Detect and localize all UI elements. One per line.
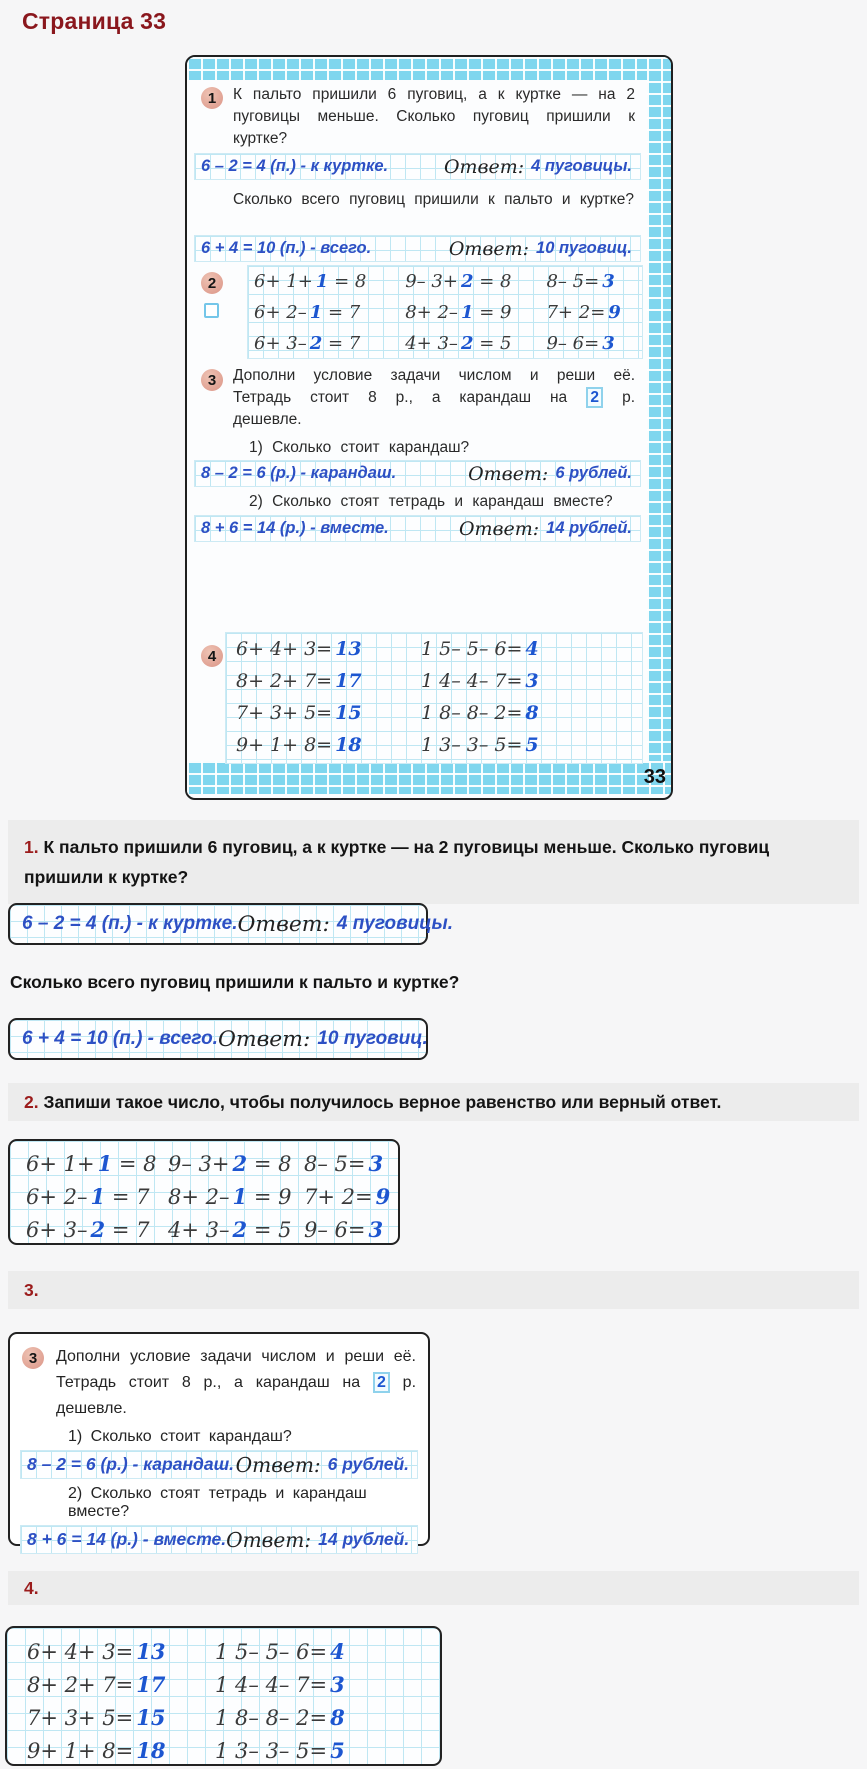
scan-page-number: 33: [643, 766, 666, 788]
task3-solution2-answer: 14 рублей.: [546, 519, 632, 537]
task3-box-inserted-number: 2: [373, 1372, 390, 1393]
task3-solution1-answer-label: Ответ:: [468, 462, 549, 485]
task2-box-row-3: 6+ 3– 2 = 7 4+ 3– 2 = 5 9– 6= 3: [26, 1217, 384, 1242]
section4-heading: [8, 1571, 859, 1605]
section3-number: 3.: [24, 1280, 39, 1300]
task4-box-row-2: 8+ 2+ 7= 17 1 4– 4– 7= 3: [27, 1672, 345, 1697]
task1-solution1-answer: 4 пуговицы.: [531, 157, 632, 175]
task4-equations-grid: [225, 632, 643, 764]
task4-row-2: 8+ 2+ 7= 17 1 4– 4– 7= 3: [236, 670, 539, 692]
task1-number-badge: 1: [201, 87, 223, 109]
answer-box-1: [8, 903, 453, 945]
task1-solution2-expression: 6 + 4 = 10 (п.) - всего.: [201, 239, 372, 257]
answer2-expression: 6 + 4 = 10 (п.) - всего.: [22, 1028, 218, 1049]
answer1-label: Ответ:: [237, 911, 330, 937]
task1-question2: Сколько всего пуговиц пришили к пальто и куртке?: [233, 191, 634, 208]
section2-number: 2.: [24, 1092, 39, 1112]
answer1-value: 4 пуговицы.: [336, 913, 453, 934]
task3-question1: 1) Сколько стоит карандаш?: [249, 439, 470, 456]
section4-number: 4.: [24, 1578, 39, 1598]
section2-heading: [8, 1083, 859, 1121]
task3-solution-line-2: [194, 515, 641, 542]
task3-solution-line-1: [194, 460, 641, 487]
scan-bottom-decorative-band: [187, 761, 671, 794]
task2-number-badge: 2: [201, 272, 223, 294]
task2-empty-checkbox: [204, 303, 219, 318]
section1-number: 1.: [24, 837, 39, 857]
workbook-scan-image: [185, 55, 673, 800]
section1-heading: [8, 820, 859, 904]
task3-inserted-number-box: 2: [586, 387, 603, 408]
task2-box-row-1: 6+ 1+ 1 = 8 9– 3+ 2 = 8 8– 5= 3: [26, 1151, 384, 1176]
task4-number-badge: 4: [201, 645, 223, 667]
task2-answers-box: [8, 1139, 400, 1245]
task3-answers-box: [8, 1332, 430, 1552]
task3-solution2-expression: 8 + 6 = 14 (р.) - вместе.: [201, 519, 389, 537]
section3-heading: [8, 1271, 859, 1309]
task3-box-solution-1: 8 – 2 = 6 (р.) - карандаш. Ответ: 6 рублей.: [20, 1450, 418, 1479]
task3-solution1-answer: 6 рублей.: [555, 464, 632, 482]
task1-text: К пальто пришили 6 пуговиц, а к куртке — на 2 пуговицы меньше. Сколько пуговиц пришили к куртке?: [233, 86, 635, 147]
task2-row-2: 6+ 2– 1 = 7 8+ 2– 1 = 9 7+ 2= 9: [254, 302, 621, 323]
task4-row-1: 6+ 4+ 3= 13 1 5– 5– 6= 4: [236, 638, 539, 660]
task4-box-row-4: 9+ 1+ 8= 18 1 3– 3– 5= 5: [27, 1738, 345, 1763]
task1-solution-line-1: [194, 153, 641, 180]
task3-solution2-answer-label: Ответ:: [458, 517, 540, 540]
answer1-expression: 6 – 2 = 4 (п.) - к куртке.: [22, 913, 238, 934]
task1-solution2-answer: 10 пуговиц.: [536, 239, 632, 257]
task4-answers-box: [5, 1626, 442, 1766]
task3-question2: 2) Сколько стоят тетрадь и карандаш вместе?: [249, 493, 613, 510]
task2-row-3: 6+ 3– 2 = 7 4+ 3– 2 = 5 9– 6= 3: [254, 333, 615, 354]
task3-text: Дополни условие задачи числом и реши её. Тетрадь стоит 8 р., а карандаш на 2 р. дешевле.: [233, 367, 636, 428]
task3-box-question1: 1) Сколько стоит карандаш?: [68, 1428, 292, 1445]
section1b-heading: Сколько всего пуговиц пришили к пальто и куртке?: [10, 972, 460, 992]
answer2-label: Ответ:: [217, 1026, 311, 1052]
task3-solution1-expression: 8 – 2 = 6 (р.) - карандаш.: [201, 464, 397, 482]
task3-box-question2: 2) Сколько стоят тетрадь и карандаш вместе?: [68, 1485, 367, 1520]
task4-box-row-1: 6+ 4+ 3= 13 1 5– 5– 6= 4: [27, 1639, 345, 1664]
scan-right-decorative-band: [647, 57, 671, 794]
task4-box-row-3: 7+ 3+ 5= 15 1 8– 8– 2= 8: [27, 1705, 345, 1730]
task3-number-badge: 3: [201, 369, 223, 391]
page-title: Страница 33: [22, 8, 167, 34]
task3-box-number-badge: 3: [22, 1347, 44, 1369]
task2-equations-grid: [247, 265, 643, 359]
task3-box-solution-2: 8 + 6 = 14 (р.) - вместе. Ответ: 14 рублей.: [20, 1525, 418, 1554]
task1-solution-line-2: [194, 235, 641, 262]
task1-solution2-answer-label: Ответ:: [448, 237, 530, 260]
section1-text: К пальто пришили 6 пуговиц, а к куртке — на 2 пуговицы меньше. Сколько пуговиц пришили к куртке?: [24, 837, 770, 887]
task2-row-1: 6+ 1+ 1 = 8 9– 3+ 2 = 8 8– 5= 3: [254, 271, 615, 292]
section2-text: Запиши такое число, чтобы получилось верное равенство или верный ответ.: [43, 1092, 722, 1112]
answer2-value: 10 пуговиц.: [317, 1028, 428, 1049]
answer-box-2: [8, 1018, 428, 1060]
task3-box-text: Дополни условие задачи числом и реши её. Тетрадь стоит 8 р., а карандаш на 2 р. дешевле.: [56, 1348, 417, 1417]
task1-solution1-expression: 6 – 2 = 4 (п.) - к куртке.: [201, 157, 389, 175]
task2-box-row-2: 6+ 2– 1 = 7 8+ 2– 1 = 9 7+ 2= 9: [26, 1184, 391, 1209]
scan-top-decorative-band: [187, 57, 671, 80]
task1-solution1-answer-label: Ответ:: [443, 155, 525, 178]
task4-row-3: 7+ 3+ 5= 15 1 8– 8– 2= 8: [236, 702, 539, 724]
task4-row-4: 9+ 1+ 8= 18 1 3– 3– 5= 5: [236, 734, 539, 756]
